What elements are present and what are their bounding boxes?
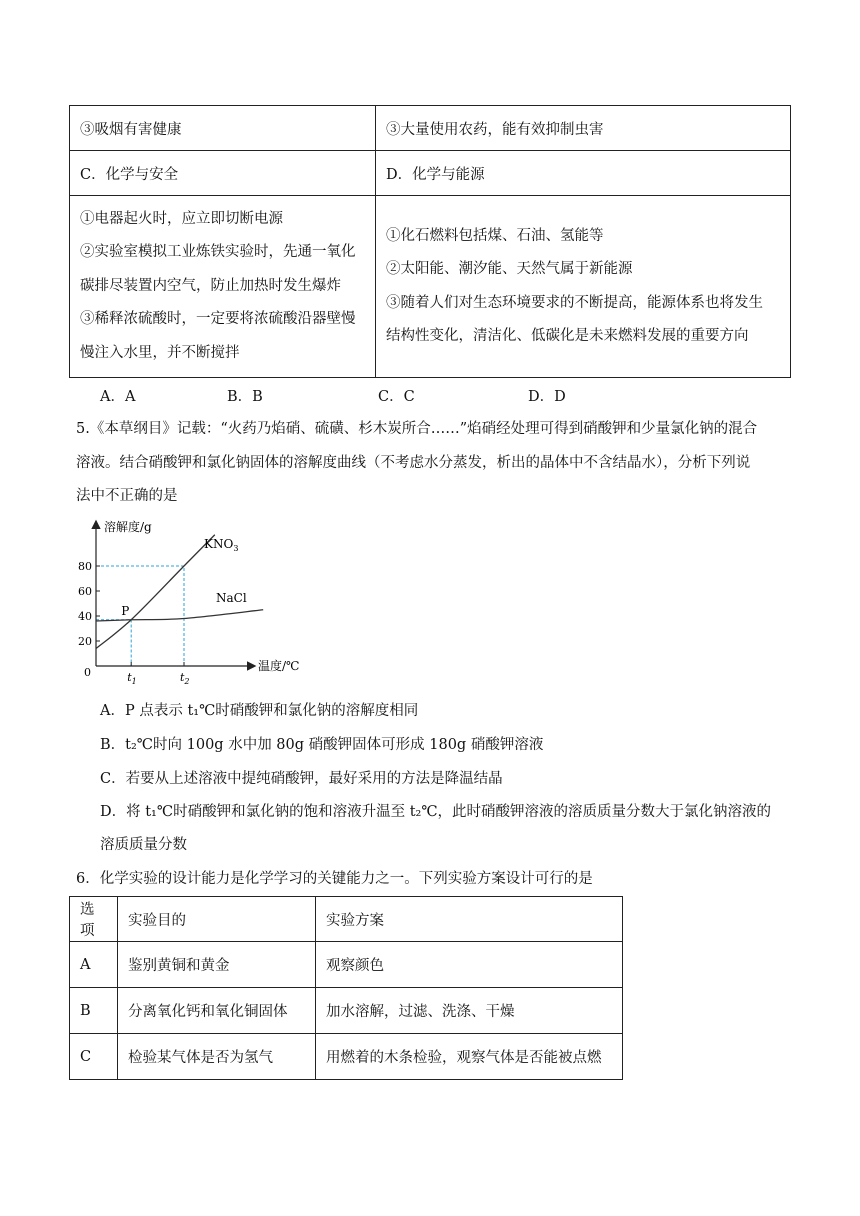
q4-cell-r1-right: ③大量使用农药，能有效抑制虫害 [376,106,791,151]
q6-cell: 观察颜色 [316,942,623,988]
y-tick-label: 60 [78,585,92,598]
guide-line [96,620,131,666]
series-label-kno3: $KNO_3$ [204,537,239,553]
y-tick-label: 40 [78,610,92,623]
y-axis-label: 溶解度/g [104,520,152,534]
solubility-chart [76,516,316,688]
q6-cell: 用燃着的木条检验，观察气体是否能被点燃 [316,1034,623,1080]
q4-cell-r1-left: ③吸烟有害健康 [70,106,376,151]
q4-left-line: ③稀释浓硫酸时，一定要将浓硫酸沿器壁慢 [80,311,356,328]
series-line-kno3 [96,535,215,649]
origin-label: 0 [84,666,91,679]
q4-option-d: D．D [528,389,566,405]
x-tick-label: $t_1$ [127,671,137,686]
q4-right-line: ①化石燃料包括煤、石油、氢能等 [386,227,604,244]
q4-table [69,105,791,378]
q5-option-c: C．若要从上述溶液中提纯硝酸钾，最好采用的方法是降温结晶 [100,771,503,787]
table-row [70,942,623,988]
q6-table [69,896,623,1080]
q6-cell: B [70,988,118,1034]
q6-header-purpose: 实验目的 [118,897,316,942]
q6-cell: C [70,1034,118,1080]
x-tick-label: $t_2$ [180,671,190,686]
q4-left-line: ②实验室模拟工业炼铁实验时，先通一氧化 [80,244,356,261]
q4-cell-r2-right: D．化学与能源 [376,151,791,196]
q5-option-a: A．P 点表示 t₁℃时硝酸钾和氯化钠的溶解度相同 [100,703,419,719]
q4-cell-r2-left: C．化学与安全 [70,151,376,196]
q5-option-d-line-1: D．将 t₁℃时硝酸钾和氯化钠的饱和溶液升温至 t₂℃，此时硝酸钾溶液的溶质质量分数大于氯化钠溶液的 [100,804,772,820]
q4-left-line: 慢注入水里，并不断搅拌 [80,344,240,361]
q5-stem-line-3: 法中不正确的是 [76,488,178,504]
q4-right-line: ②太阳能、潮汐能、天然气属于新能源 [386,261,633,277]
q6-stem: 6．化学实验的设计能力是化学学习的关键能力之一。下列实验方案设计可行的是 [76,871,593,887]
q5-stem-line-2: 溶液。结合硝酸钾和氯化钠固体的溶解度曲线（不考虑水分蒸发，析出的晶体中不含结晶水），分析下列说 [76,455,751,471]
q4-option-b: B．B [227,389,263,405]
y-tick-label: 80 [78,560,92,573]
q4-right-line: ③随着人们对生态环境要求的不断提高，能源体系也将发生 [386,294,763,311]
q6-cell: 分离氧化钙和氧化铜固体 [118,988,316,1034]
q6-cell: 鉴别黄铜和黄金 [118,942,316,988]
q6-cell: A [70,942,118,988]
q5-option-d-line-2: 溶质质量分数 [100,837,187,853]
point-p-label: P [121,603,130,618]
q6-cell: 加水溶解，过滤、洗涤、干燥 [316,988,623,1034]
q4-cell-r3-right [376,196,791,378]
q4-left-line: 碳排尽装置内空气，防止加热时发生爆炸 [80,277,341,294]
guide-line [96,566,184,666]
q4-right-line: 结构性变化，清洁化、低碳化是未来燃料发展的重要方向 [386,328,749,344]
q5-option-b: B．t₂℃时向 100g 水中加 80g 硝酸钾固体可形成 180g 硝酸钾溶液 [100,737,544,753]
q4-option-c: C．C [378,389,415,405]
q6-header-plan: 实验方案 [316,897,623,942]
q6-cell: 检验某气体是否为氢气 [118,1034,316,1080]
q4-option-a: A．A [100,389,136,405]
q4-left-line: ①电器起火时，应立即切断电源 [80,210,283,227]
table-row [70,988,623,1034]
table-row [70,1034,623,1080]
series-label-nacl: NaCl [216,591,247,605]
y-tick-label: 20 [78,635,92,648]
x-axis-label: 温度/℃ [258,659,300,673]
q6-header-option: 选项 [70,897,118,942]
q5-stem-line-1: 5.《本草纲目》记载：“火药乃焰硝、硫磺、杉木炭所合……”焰硝经处理可得到硝酸钾和少量氯化钠的混合 [76,421,758,437]
q4-cell-r3-left [70,196,376,378]
